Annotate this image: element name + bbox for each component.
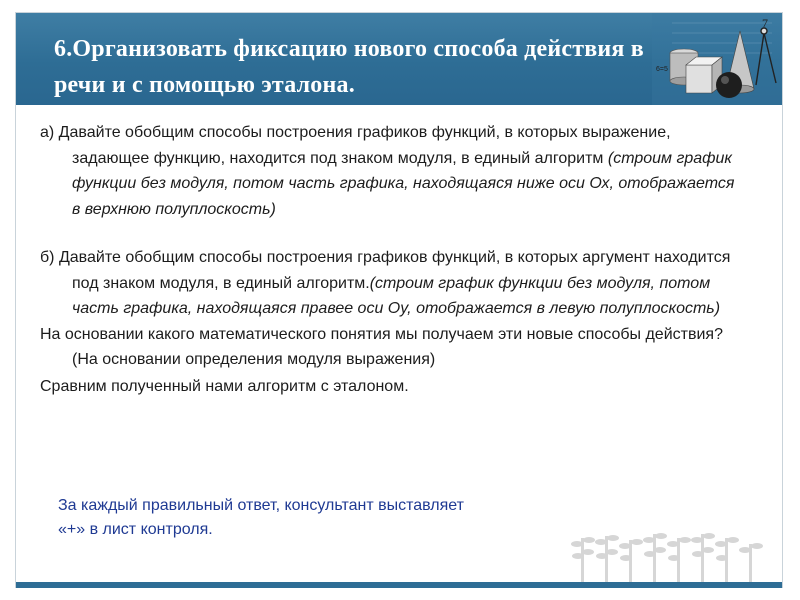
question-paragraph: На основании какого математического понятия мы получаем эти новые способы действия? (На основании определения модуля выражения) (40, 325, 723, 368)
svg-text:7: 7 (762, 16, 768, 30)
slide-title (54, 31, 674, 103)
bottom-accent-bar (16, 582, 782, 588)
title-line-2: речи и с помощью эталона. (54, 72, 355, 98)
geometry-shapes-icon (652, 13, 782, 105)
sprouts-decoration-icon (565, 510, 770, 582)
paragraph-b-italic: (строим график функции без модуля, потом часть графика, находящаяся правее оси Оу, отображается в левую полуплоскость) (72, 274, 721, 317)
consultant-note (58, 494, 598, 542)
note-line-1: За каждый правильный ответ, консультант выставляет (58, 497, 464, 514)
compare-paragraph: Сравним полученный нами алгоритм с эталоном. (40, 377, 409, 395)
title-bar (16, 13, 782, 105)
slide-body (40, 120, 740, 399)
svg-text:6=5: 6=5 (656, 66, 668, 73)
paragraph-a (40, 120, 740, 222)
paragraph-a-text: а) Давайте обобщим способы построения графиков функций, в которых выражение, задающее функцию, находится под знаком модуля, в единый алгоритм (40, 124, 671, 167)
note-line-2: «+» в лист контроля. (58, 521, 213, 538)
title-line-1: 6.Организовать фиксацию нового способа действия в (54, 36, 644, 62)
paragraph-b (40, 245, 740, 322)
paragraph-a-italic: (строим график функции без модуля, потом часть графика, находящаяся ниже оси Ох, отображается в верхнюю полуплоскость) (72, 149, 735, 218)
paragraph-b-text: б) Давайте обобщим способы построения графиков функций, в которых аргумент находится под знаком модуля, в единый алгоритм. (40, 249, 731, 292)
